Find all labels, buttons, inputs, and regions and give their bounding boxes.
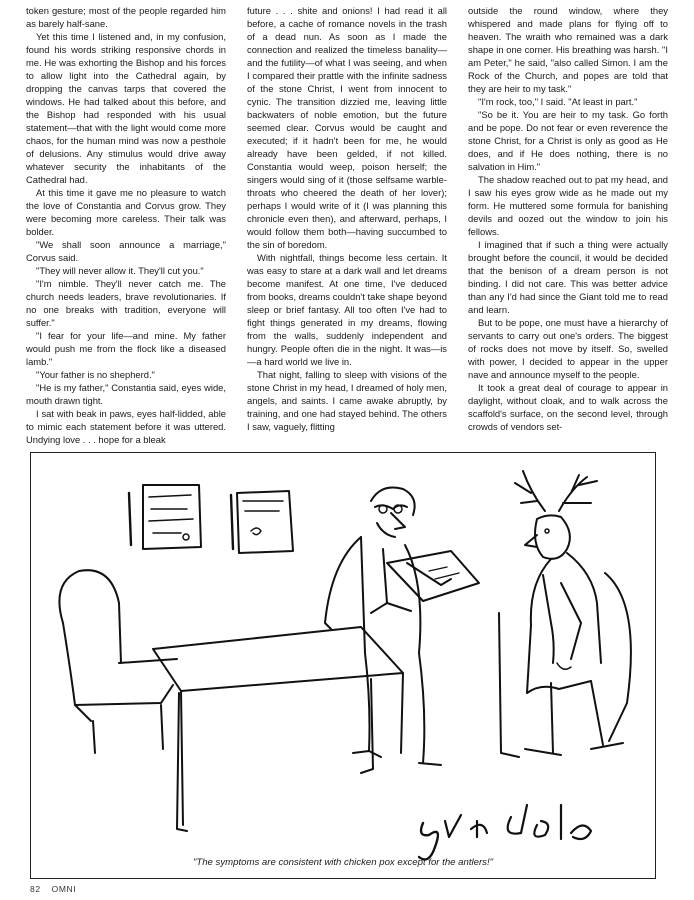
wall-certificate-right: [231, 491, 293, 553]
article-paragraph: "Your father is no shepherd.": [36, 369, 155, 380]
article-paragraph: "They will never allow it. They'll cut you.": [36, 265, 204, 276]
office-chair: [59, 570, 177, 753]
article-column-1: [26, 4, 226, 448]
magazine-name: OMNI: [51, 884, 77, 894]
antlered-patient: [499, 471, 631, 757]
article-paragraph: I sat with beak in paws, eyes half-lidded, able to mimic each statement before it was uttered. Undying love . . . hope for a bleak: [26, 408, 226, 445]
article-paragraph: future . . . shite and onions! I had read it all before, a cache of romance novels in the trash of a dead nun. As soon as I made the connection and realized the timeless banality—and the futility—of what I was seeing, and when I compared their prattle with the infinite sadness of the stone Christ, I went from innocent to cynic. The transition dizzied me, leaving little backwaters of noble emotion, but the future seemed clear. Corvus would be caught and executed; if it hadn't been for me, he would already have been gelded, if not killed. Constantia would weep, poison herself; the singers would sing of it (those selfsame warble-throats who cheered the death of her lover); perhaps I would write of it (I was planning this chronicle even then), and afterward, perhaps, I would follow them both—having succumbed to the sin of boredom.: [247, 5, 447, 250]
article-column-3: [468, 4, 668, 448]
article-paragraph: "He is my father," Constantia said, eyes wide, mouth drawn tight.: [26, 382, 226, 406]
article-paragraph: "So be it. You are heir to my task. Go forth and be pope. Do not fear or even reverence the stone Christ, for a Christ is only as good as He does, and if He does nothing, there is no salvation in Him.": [468, 109, 668, 172]
article-paragraph: I imagined that if such a thing were actually brought before the council, it would be decided that the benison of a dream person is not binding. I did not care. This was better advice than any I'd had since the Giant told me to read and learn.: [468, 239, 668, 315]
cartoon-caption: "The symptoms are consistent with chicken pox except for the antlers!": [192, 857, 494, 868]
article-paragraph: That night, falling to sleep with visions of the stone Christ in my head, I dreamed of holy men, angels, and saints. I came awake abruptly, by training, and one had stayed behind. The others I saw, vaguely, flitting: [247, 369, 447, 432]
article-paragraph: The shadow reached out to pat my head, and I saw his eyes grow wide as he made out my form. He muttered some formula for banishing devils and oozed out the window to join his fellows.: [468, 174, 668, 237]
cartoon-illustration: [31, 453, 655, 878]
article-paragraph: With nightfall, things become less certain. It was easy to stare at a dark wall and let dreams become manifest. At one time, I've deduced from books, dreams couldn't take shape beyond sleep or brief fantasy. All too often I've had to fight things generated in my dreams, flowing from the walls, suddenly independent and hungry. People often die in the night. It was—is—a hard world we live in.: [247, 252, 447, 367]
article-paragraph: "I fear for your life—and mine. My father would push me from the flock like a diseased lamb.": [26, 330, 226, 367]
article-paragraph: outside the round window, where they whispered and made plans for flying off to heaven. The wraith who remained was a dark shape in one corner. His breathing was harsh. "I am Peter," he said, "also called Simon. I am the Rock of the Church, and popes are told that they are heir to my task.": [468, 5, 668, 94]
article-text: [26, 4, 668, 448]
article-paragraph: It took a great deal of courage to appear in daylight, without cloak, and to walk across the scaffold's surface, on the second level, through crowds of vendors set-: [468, 382, 668, 432]
article-paragraph: "I'm rock, too," I said. "At least in part.": [478, 96, 638, 107]
article-paragraph: token gesture; most of the people regarded him as barely half-sane.: [26, 5, 226, 29]
article-column-2: [247, 4, 447, 448]
article-paragraph: But to be pope, one must have a hierarchy of servants to carry out one's orders. The biggest of rocks does not move by itself. So, swelled with power, I decided to appear in the upper nave and announce myself to the people.: [468, 317, 668, 380]
article-paragraph: "I'm nimble. They'll never catch me. The church needs leaders, brave revolutionaries. If no one breaks with tradition, everyone will suffer.": [26, 278, 226, 328]
artist-signature: [419, 805, 591, 859]
page-number: 82: [30, 884, 41, 894]
article-paragraph: At this time it gave me no pleasure to watch the love of Constantia and Corvus grow. They were becoming more careless. Their talk was bolder.: [26, 187, 226, 237]
article-paragraph: Yet this time I listened and, in my confusion, found his words striking responsive chords in me. He was exhorting the Bishop and his forces to allow light into the Cathedral again, by dropping the canvas tarps that covered the windows. He had talked about this before, and the Bishop had responded with his usual statement—that with the light would come more chaos, for the human mind was now a pesthole of delusions. Any stimulus would drive away whatever security the inhabitants of the Cathedral had.: [26, 31, 226, 185]
cartoon-panel: [30, 452, 656, 879]
page-footer: [30, 884, 76, 894]
article-paragraph: "We shall soon announce a marriage," Corvus said.: [26, 239, 226, 263]
wall-certificate-left: [129, 485, 201, 549]
